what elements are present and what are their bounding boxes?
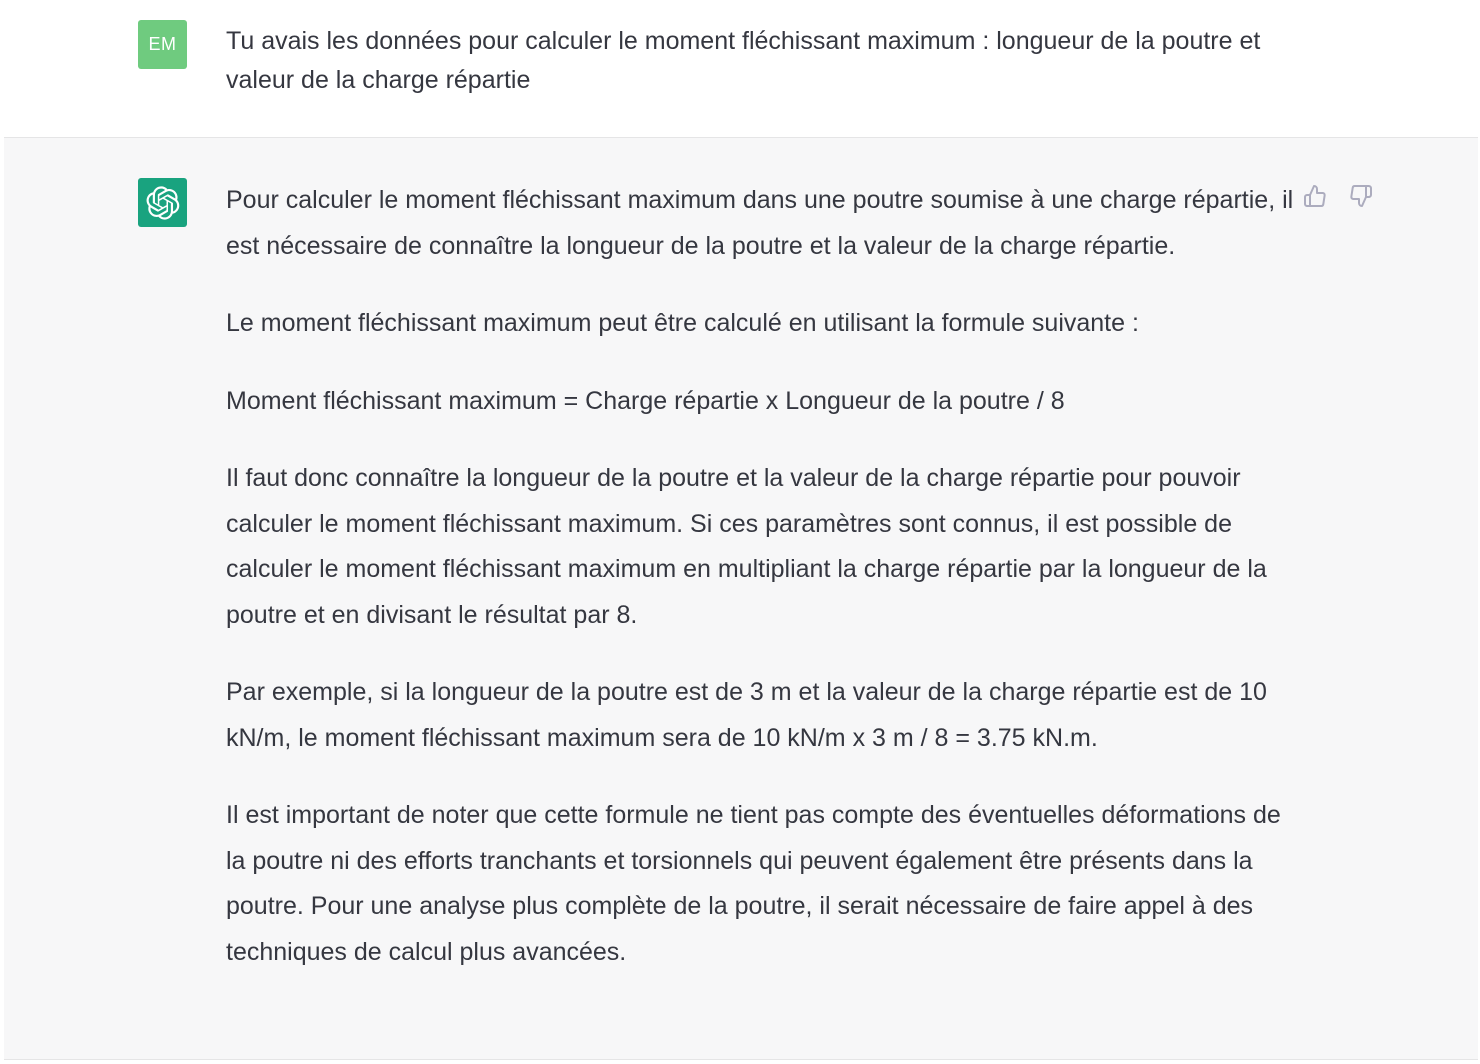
bottom-strip [0,1060,1480,1064]
assistant-paragraph: Le moment fléchissant maximum peut être calculé en utilisant la formule suivante : [226,309,1139,337]
assistant-message-text [226,178,1296,1007]
assistant-paragraph: Par exemple, si la longueur de la poutre est de 3 m et la valeur de la charge répartie est de 10 kN/m, le moment fléchissant maximum sera de 10 kN/m x 3 m / 8 = 3.75 kN.m. [226,678,1267,752]
thumbs-down-icon [1349,184,1373,208]
assistant-paragraph: Il faut donc connaître la longueur de la poutre et la valeur de la charge répartie pour pouvoir calculer le moment fléchissant maximum. Si ces paramètres sont connus, il est possible de calculer le moment fléchissant maximum en multipliant la charge répartie par la longueur de la poutre et en divisant le résultat par 8. [226,464,1267,629]
thumbs-up-button[interactable] [1302,183,1328,209]
assistant-paragraph: Moment fléchissant maximum = Charge répartie x Longueur de la poutre / 8 [226,386,1065,415]
assistant-message [4,138,1478,1060]
feedback-buttons [1302,183,1374,209]
assistant-paragraph: Il est important de noter que cette formule ne tient pas compte des éventuelles déformations de la poutre ni des efforts tranchants et torsionnels qui peuvent également être présents dans la poutre. Pour une analyse plus complète de la poutre, il serait nécessaire de faire appel à des techniques de calcul plus avancées. [226,801,1281,966]
assistant-avatar [138,178,187,227]
thumbs-up-icon [1303,184,1327,208]
user-avatar: EM [138,20,187,69]
user-message-text: Tu avais les données pour calculer le moment fléchissant maximum : longueur de la poutre et valeur de la charge répartie [226,27,1261,94]
user-message [4,0,1478,138]
assistant-paragraph: Pour calculer le moment fléchissant maximum dans une poutre soumise à une charge répartie, il est nécessaire de connaître la longueur de la poutre et la valeur de la charge répartie. [226,186,1294,260]
openai-logo-icon [146,186,180,220]
thumbs-down-button[interactable] [1348,183,1374,209]
